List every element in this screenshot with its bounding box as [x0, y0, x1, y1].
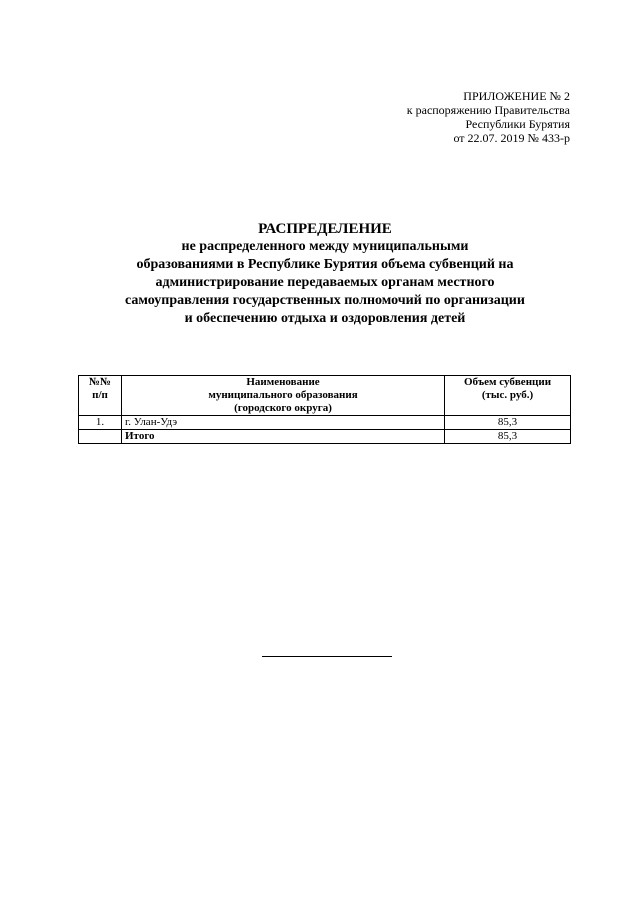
header-name-line: Наименование — [246, 376, 320, 388]
table-header-row — [79, 376, 571, 416]
cell-empty — [79, 430, 122, 444]
appendix-header — [407, 89, 570, 145]
table-row — [79, 416, 571, 430]
appendix-date-number: от 22.07. 2019 № 433-р — [453, 131, 570, 145]
title-line: не распределенного между муниципальными — [181, 239, 469, 254]
header-amount-line: Объем субвенции — [463, 376, 552, 388]
title-main: РАСПРЕДЕЛЕНИЕ — [258, 221, 392, 237]
header-name — [122, 376, 445, 416]
cell-num: 1. — [79, 416, 122, 430]
header-num-line: п/п — [92, 389, 108, 401]
title-line: самоуправления государственных полномочий по организации — [125, 293, 525, 308]
distribution-table — [78, 375, 571, 444]
title-line: администрирование передаваемых органам местного — [155, 275, 495, 290]
header-amount-line: (тыс. руб.) — [481, 389, 534, 401]
appendix-ref-line: Республики Бурятия — [465, 117, 570, 131]
title-line: и обеспечению отдыха и оздоровления детей — [184, 311, 466, 326]
total-amount: 85,3 — [445, 430, 571, 444]
header-num — [79, 376, 122, 416]
header-name-line: (городского округа) — [234, 402, 332, 414]
table-total-row — [79, 430, 571, 444]
appendix-title: ПРИЛОЖЕНИЕ № 2 — [463, 89, 570, 103]
appendix-ref-line: к распоряжению Правительства — [406, 103, 570, 117]
header-amount — [445, 376, 571, 416]
document-title — [60, 220, 590, 328]
cell-amount: 85,3 — [445, 416, 571, 430]
end-divider-line — [262, 656, 392, 657]
total-label: Итого — [122, 430, 445, 444]
header-name-line: муниципального образования — [208, 389, 358, 401]
title-line: образованиями в Республике Бурятия объема субвенций на — [136, 257, 514, 272]
cell-name: г. Улан-Удэ — [122, 416, 445, 430]
header-num-line: №№ — [88, 376, 112, 388]
